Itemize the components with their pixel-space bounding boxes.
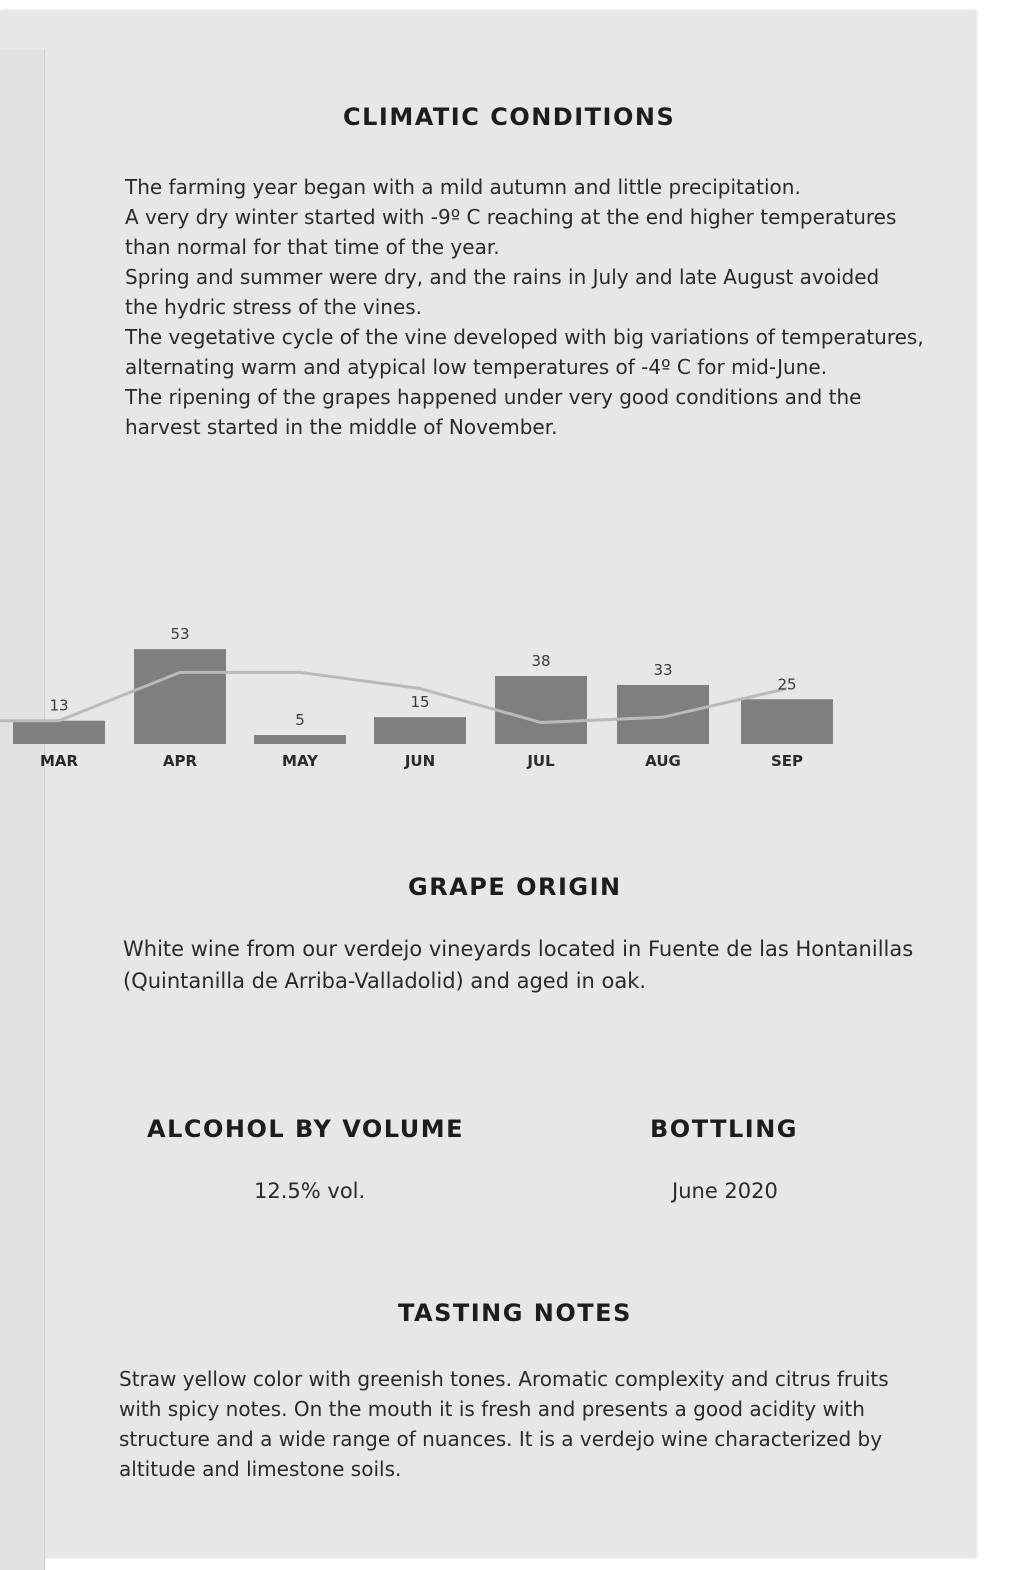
bar-may [254,735,346,744]
grape-origin-line: White wine from our verdejo vineyards located in Fuente de las Hontanillas [123,937,914,961]
month-label: JUL [527,752,555,770]
month-label: JUN [404,752,436,770]
bar-jul [495,676,587,744]
climatic-paragraph [125,172,924,442]
bar-value-label: 53 [170,625,190,644]
climatic-line: A very dry winter started with -9º C reaching at the end higher temperatures [125,205,897,229]
tasting-line: Straw yellow color with greenish tones. Aromatic complexity and citrus fruits [119,1367,889,1391]
page-fold [0,50,45,1570]
climatic-line: than normal for that time of the year. [125,235,500,259]
month-label: SEP [770,752,804,770]
bar-value-label: 15 [410,693,430,712]
bar-value-label: 5 [295,711,305,730]
grape-origin-paragraph [123,933,913,997]
climatic-line: harvest started in the middle of November. [125,415,558,439]
grape-origin-title: GRAPE ORIGIN [408,873,622,901]
grape-origin-line: (Quintanilla de Arriba-Valladolid) and aged in oak. [123,969,647,993]
climatic-line: the hydric stress of the vines. [125,295,423,319]
tasting-line: with spicy notes. On the mouth it is fresh and presents a good acidity with [119,1397,865,1421]
tasting-paragraph [119,1364,889,1484]
bottling-value: June 2020 [672,1179,778,1203]
tasting-line: structure and a wide range of nuances. It is a verdejo wine characterized by [119,1427,883,1451]
bar-mar [13,721,105,744]
alcohol-title: ALCOHOL BY VOLUME [147,1115,464,1143]
tasting-line: altitude and limestone soils. [119,1457,402,1481]
bar-value-label: 38 [531,651,551,670]
tasting-title: TASTING NOTES [398,1299,632,1327]
month-label: APR [162,752,198,770]
climatic-title: CLIMATIC CONDITIONS [343,103,676,131]
alcohol-value: 12.5% vol. [254,1179,366,1203]
climatic-line: The vegetative cycle of the vine developed with big variations of temperatures, [125,325,924,349]
month-label: MAR [39,752,79,770]
bar-aug [617,685,709,744]
climatic-line: The farming year began with a mild autumn and little precipitation. [125,175,801,199]
month-label: MAY [282,752,318,770]
bar-apr [134,649,226,744]
bottling-title: BOTTLING [650,1115,798,1143]
rainfall-chart [0,610,860,780]
climatic-line: Spring and summer were dry, and the rains in July and late August avoided [125,265,880,289]
bar-jun [374,717,466,744]
climatic-line: alternating warm and atypical low temperatures of -4º C for mid-June. [125,355,828,379]
month-label: AUG [645,752,681,770]
bar-value-label: 33 [653,660,673,679]
bar-value-label: 25 [777,675,797,694]
bar-sep [741,699,833,744]
climatic-line: The ripening of the grapes happened under very good conditions and the [125,385,862,409]
bar-value-label: 13 [49,696,69,715]
